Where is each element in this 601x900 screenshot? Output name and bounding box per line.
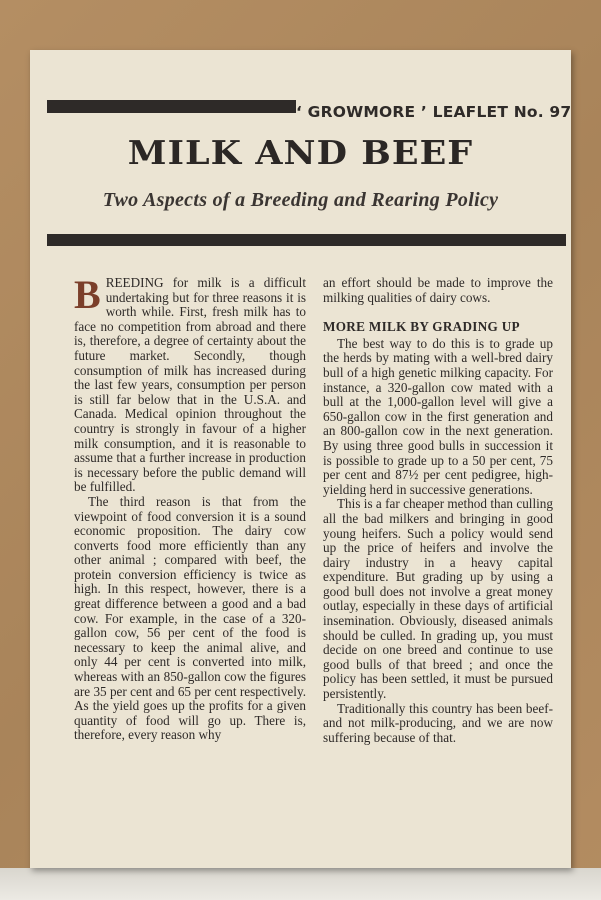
drop-cap: B — [74, 272, 101, 317]
series-label: ‘ GROWMORE ’ LEAFLET No. 97 — [296, 103, 572, 121]
text-column-right — [323, 276, 553, 745]
paragraph-continuation: an effort should be made to improve the milking qualities of dairy cows. — [323, 275, 553, 305]
page-title: MILK AND BEEF — [127, 133, 474, 172]
paragraph-intro-text: REEDING for milk is a difficult undertaking but for three reasons it is worth while. First, fresh milk has to face no competition from abroad and there is, therefore, a degree of certainty about the future market. Secondly, though consumption of milk has increased during the last few years, consumption per person is still far below that in the U.S.A. and Canada. Medical opinion throughout the country is strongly in favour of a higher milk consumption, and it is reasonable to assume that a further increase in production is necessary before the public demand will be fulfilled. — [74, 275, 306, 495]
section-heading: MORE MILK BY GRADING UP — [323, 319, 520, 335]
paragraph-intro — [74, 272, 306, 495]
header-rule — [47, 100, 296, 113]
title-rule — [47, 234, 566, 246]
paragraph-tradition: Traditionally this country has been beef- and not milk-producing, and we are now suffering because of that. — [323, 700, 553, 745]
page-subtitle: Two Aspects of a Breeding and Rearing Policy — [102, 189, 499, 211]
leaflet-page — [30, 50, 571, 868]
paragraph-food-conversion: The third reason is that from the viewpoint of food conversion it is a sound economic proposition. The dairy cow converts food more efficiently than any other animal ; compared with beef, the protein conversion efficiency is twice as high. In this respect, however, there is a great difference between a good and a bad cow. For example, in the case of a 320-gallon cow, 56 per cent of the food is necessary to keep the animal alive, and only 44 per cent is converted into milk, whereas with an 850-gallon cow the figures are 35 per cent and 65 per cent respectively. As the yield goes up the profits for a given quantity of food will go up. There is, therefore, every reason why — [74, 493, 306, 743]
text-column-left — [74, 272, 306, 743]
paragraph-cheaper-method: This is a far cheaper method than culling all the bad milkers and bringing in good young heifers. Such a policy would send up the price of heifers and involve the dairy industry in a heavy capital expenditure. But grading up by using a good bull does not involve a great money outlay, especially in these days of artificial insemination. Obviously, diseased animals should be culled. In grading up, you must decide on one breed and continue to use good bulls of that breed ; and once the policy has been settled, it must be pursued persistently. — [323, 496, 553, 702]
paragraph-grading-up: The best way to do this is to grade up the herds by mating with a well-bred dairy bull of a high genetic milking capacity. For instance, a 320-gallon cow mated with a bull at the 1,000-gallon level will give a 650-gallon cow in the first generation and an 800-gallon cow in the next generation. By using three good bulls in succession it is possible to grade up to a 50 per cent, 75 per cent and 87½ per cent pedigree, high-yielding herd in successive generations. — [323, 335, 553, 497]
table-surface — [0, 868, 601, 900]
